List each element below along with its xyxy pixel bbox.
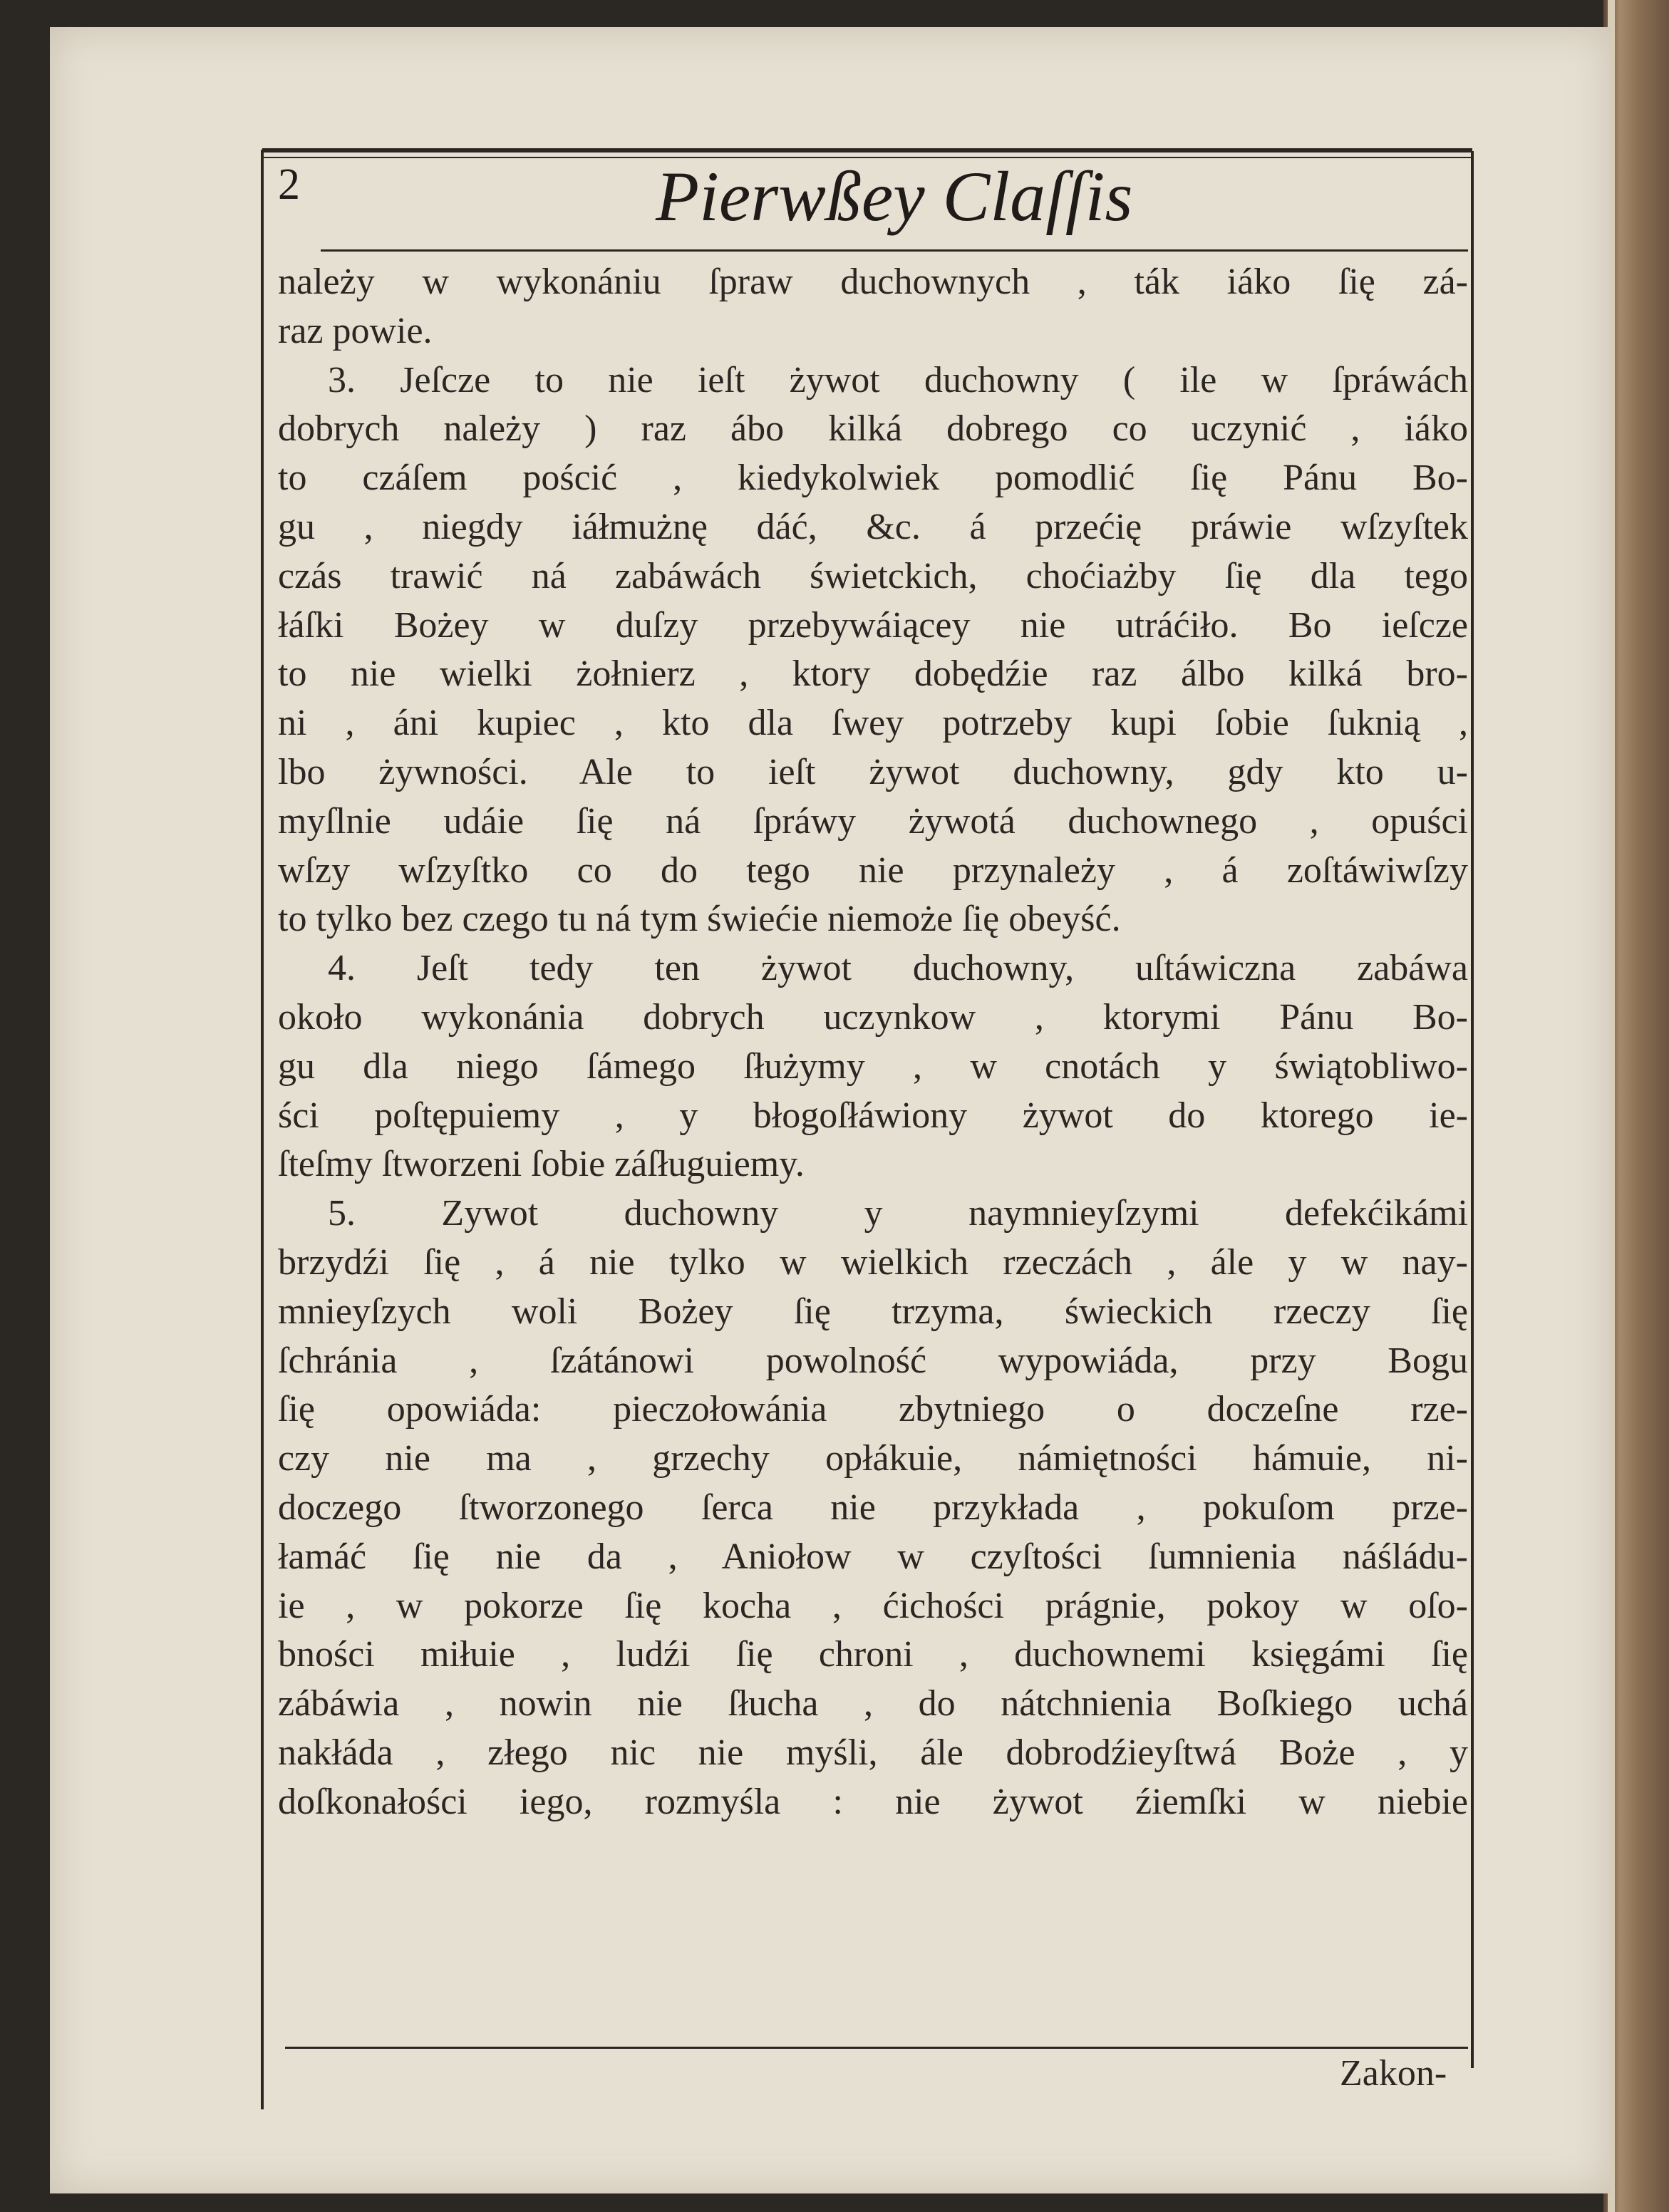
text-line: łáſki Bożey w duſzy przebywáiącey nie utráćiło. Bo ieſcze bbox=[278, 604, 1468, 646]
catchword: Zakon- bbox=[1340, 2053, 1447, 2094]
text-line: bności miłuie , ludźi ſię chroni , duchownemi księgámi ſię bbox=[278, 1634, 1468, 1675]
top-border-rule bbox=[262, 148, 1472, 153]
text-line: łamáć ſię nie da , Aniołow w czyſtości ſumnienia náśládu- bbox=[278, 1536, 1468, 1577]
text-line: ści poſtępuiemy , y błogoſłáwiony żywot do ktorego ie- bbox=[278, 1095, 1468, 1136]
text-line: gu dla niego ſámego ſłużymy , w cnotách y świątobliwo- bbox=[278, 1045, 1468, 1087]
text-line: doſkonałości iego, rozmyśla : nie żywot źiemſki w niebie bbox=[278, 1781, 1468, 1822]
left-border-rule bbox=[261, 150, 264, 2109]
text-line: to czáſem pościć , kiedykolwiek pomodlić ſię Pánu Bo- bbox=[278, 458, 1468, 499]
text-line: gu , niegdy iáłmużnę dáć, &c. á przećię práwie wſzyſtek bbox=[278, 506, 1468, 547]
text-line: doczego ſtworzonego ſerca nie przykłada , pokuſom prze- bbox=[278, 1487, 1468, 1528]
text-line: należy w wykonániu ſpraw duchownych , ták iáko ſię zá- bbox=[278, 262, 1468, 302]
bottom-border-rule bbox=[285, 2047, 1468, 2049]
text-line: ſteſmy ſtworzeni ſobie záſługuiemy. bbox=[278, 1144, 805, 1185]
page-number: 2 bbox=[278, 160, 300, 209]
text-line: brzydźi ſię , á nie tylko w wielkich rzeczách , ále y w nay- bbox=[278, 1241, 1468, 1283]
text-line: czy nie ma , grzechy opłákuie, námiętności hámuie, ni- bbox=[278, 1438, 1468, 1479]
text-line: ſię opowiáda: pieczołowánia zbytniego o doczeſne rze- bbox=[278, 1389, 1468, 1430]
header-rule bbox=[321, 249, 1468, 252]
body-text bbox=[278, 258, 1468, 1827]
text-line: wſzy wſzyſtko co do tego nie przynależy , á zoſtáwiwſzy bbox=[278, 849, 1468, 891]
text-line: około wykonánia dobrych uczynkow , ktorymi Pánu Bo- bbox=[278, 996, 1468, 1038]
text-line: nakłáda , złego nic nie myśli, ále dobrodźieyſtwá Boże , y bbox=[278, 1732, 1468, 1773]
text-line: ni , áni kupiec , kto dla ſwey potrzeby kupi ſobie ſuknią , bbox=[278, 703, 1468, 744]
text-line: to tylko bez czego tu ná tym świećie niemoże ſię obeyść. bbox=[278, 899, 1121, 940]
text-line: zábáwia , nowin nie ſłucha , do nátchnienia Boſkiego uchá bbox=[278, 1683, 1468, 1725]
text-line: mnieyſzych woli Bożey ſię trzyma, świeckich rzeczy ſię bbox=[278, 1291, 1468, 1332]
text-line: raz powie. bbox=[278, 310, 433, 351]
text-line: to nie wielki żołnierz , ktory dobędźie raz álbo kilká bro- bbox=[278, 653, 1468, 695]
text-line: ſchránia , ſzátánowi powolność wypowiáda, przy Bogu bbox=[278, 1340, 1468, 1381]
text-line: 5. Zywot duchowny y naymnieyſzymi defekćikámi bbox=[328, 1193, 1468, 1234]
text-line: 4. Jeſt tedy ten żywot duchowny, uſtáwiczna zabáwa bbox=[328, 948, 1468, 989]
text-line: 3. Jeſcze to nie ieſt żywot duchowny ( ile w ſpráwách bbox=[328, 359, 1468, 400]
right-border-rule bbox=[1471, 151, 1474, 2068]
text-line: dobrych należy ) raz ábo kilká dobrego co uczynić , iáko bbox=[278, 408, 1468, 450]
text-line: ie , w pokorze ſię kocha , ćichości prágnie, pokoy w oſo- bbox=[278, 1585, 1468, 1626]
running-head: Pierwßey Claſſis bbox=[656, 157, 1133, 236]
text-line: lbo żywności. Ale to ieſt żywot duchowny, gdy kto u- bbox=[278, 751, 1468, 792]
text-line: czás trawić ná zabáwách świetckich, choćiażby ſię dla tego bbox=[278, 555, 1468, 596]
text-line: myſlnie udáie ſię ná ſpráwy żywotá duchownego , opuści bbox=[278, 800, 1468, 842]
